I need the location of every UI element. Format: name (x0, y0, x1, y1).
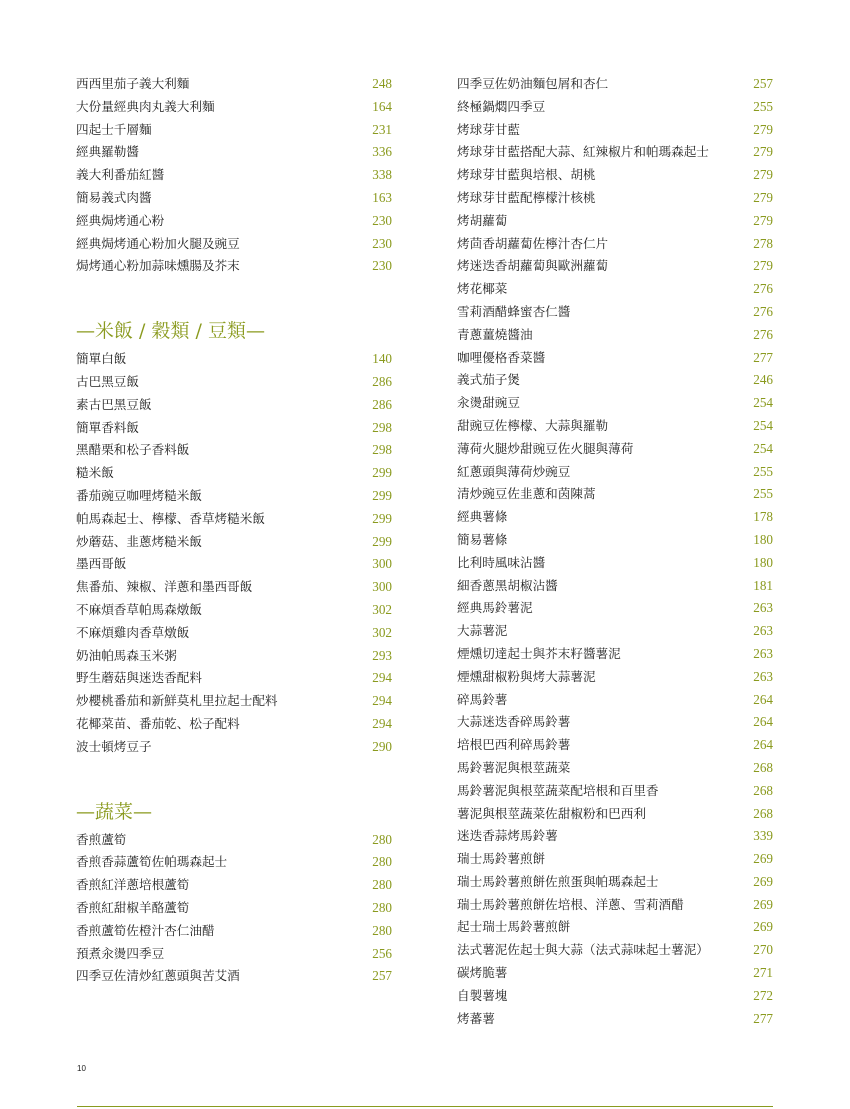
entry-page-number: 276 (753, 281, 773, 297)
entry-title: 香煎蘆筍佐橙汁杏仁油醋 (76, 922, 215, 938)
index-entry (76, 829, 392, 852)
entry-title: 比利時風味沾醬 (457, 554, 546, 570)
index-entry (457, 392, 773, 415)
entry-title: 烤蕃薯 (457, 1010, 495, 1026)
index-entry (76, 485, 392, 508)
entry-title: 焦番茄、辣椒、洋蔥和墨西哥飯 (76, 579, 253, 595)
entry-title: 烤球芽甘藍與培根、胡桃 (457, 167, 596, 183)
index-entry (457, 438, 773, 461)
index-entry (76, 645, 392, 668)
index-entry (457, 141, 773, 164)
index-entry (457, 187, 773, 210)
entry-title: 素古巴黑豆飯 (76, 396, 152, 412)
index-entry (76, 622, 392, 645)
entry-page-number: 163 (372, 189, 392, 205)
index-entry (457, 734, 773, 757)
entry-title: 煙燻切達起士與芥末籽醬薯泥 (457, 645, 621, 661)
index-entry (457, 780, 773, 803)
entry-title: 香煎紅洋蔥培根蘆筍 (76, 877, 190, 893)
entry-title: 不麻煩雞肉香草燉飯 (76, 624, 190, 640)
entry-title: 碳烤脆薯 (457, 965, 508, 981)
entry-page-number: 254 (753, 417, 773, 433)
entry-title: 奶油帕馬森玉米粥 (76, 647, 177, 663)
index-entry (76, 96, 392, 119)
index-entry (457, 916, 773, 939)
entry-page-number: 302 (372, 601, 392, 617)
entry-page-number: 339 (753, 828, 773, 844)
index-entry (457, 552, 773, 575)
index-entry (457, 529, 773, 552)
entry-page-number: 280 (372, 899, 392, 915)
entry-page-number: 299 (372, 533, 392, 549)
entry-page-number: 255 (753, 463, 773, 479)
rice-list (76, 348, 392, 758)
entry-title: 炒櫻桃番茄和新鮮莫札里拉起士配料 (76, 693, 278, 709)
index-entry (457, 757, 773, 780)
index-entry (76, 255, 392, 278)
entry-page-number: 272 (753, 987, 773, 1003)
entry-page-number: 255 (753, 98, 773, 114)
entry-page-number: 280 (372, 877, 392, 893)
entry-page-number: 278 (753, 235, 773, 251)
entry-title: 經典焗烤通心粉 (76, 212, 165, 228)
entry-page-number: 276 (753, 326, 773, 342)
entry-title: 自製薯塊 (457, 987, 508, 1003)
entry-title: 炒蘑菇、韭蔥烤糙米飯 (76, 533, 202, 549)
index-entry (457, 825, 773, 848)
entry-page-number: 246 (753, 372, 773, 388)
index-entry (457, 483, 773, 506)
entry-title: 烤迷迭香胡蘿蔔與歐洲蘿蔔 (457, 258, 609, 274)
entry-page-number: 279 (753, 121, 773, 137)
entry-title: 波士頓烤豆子 (76, 738, 152, 754)
entry-title: 咖哩優格香菜醬 (457, 349, 546, 365)
entry-page-number: 299 (372, 510, 392, 526)
entry-page-number: 336 (372, 144, 392, 160)
index-entry (457, 506, 773, 529)
entry-title: 番茄豌豆咖哩烤糙米飯 (76, 487, 202, 503)
entry-page-number: 280 (372, 922, 392, 938)
entry-page-number: 264 (753, 691, 773, 707)
entry-page-number: 257 (753, 76, 773, 91)
entry-title: 培根巴西利碎馬鈴薯 (457, 737, 571, 753)
entry-page-number: 277 (753, 1010, 773, 1026)
index-entry (457, 301, 773, 324)
pasta-list (76, 73, 392, 278)
entry-title: 烤球芽甘藍搭配大蒜、紅辣椒片和帕瑪森起士 (457, 144, 709, 160)
index-entry (76, 462, 392, 485)
index-entry (457, 666, 773, 689)
entry-title: 經典羅勒醬 (76, 144, 139, 160)
entry-page-number: 178 (753, 509, 773, 525)
index-entry (76, 417, 392, 440)
entry-title: 煙燻甜椒粉與烤大蒜薯泥 (457, 668, 596, 684)
right-column (457, 73, 773, 1030)
index-entry (76, 439, 392, 462)
entry-title: 雪莉酒醋蜂蜜杏仁醬 (457, 303, 571, 319)
entry-title: 大份量經典肉丸義大利麵 (76, 98, 215, 114)
index-entry (76, 851, 392, 874)
index-entry (76, 599, 392, 622)
entry-title: 法式薯泥佐起士與大蒜（法式蒜味起士薯泥） (457, 942, 709, 958)
entry-title: 帕馬森起士、檸檬、香草烤糙米飯 (76, 510, 265, 526)
entry-title: 細香蔥黑胡椒沾醬 (457, 577, 558, 593)
index-entry (76, 713, 392, 736)
index-entry (457, 985, 773, 1008)
entry-title: 薯泥與根莖蔬菜佐甜椒粉和巴西利 (457, 805, 646, 821)
entry-page-number: 279 (753, 167, 773, 183)
entry-title: 古巴黑豆飯 (76, 373, 139, 389)
entry-title: 瑞士馬鈴薯煎餅 (457, 851, 546, 867)
entry-title: 四季豆佐奶油麵包屑和杏仁 (457, 76, 609, 91)
entry-page-number: 286 (372, 373, 392, 389)
entry-title: 糙米飯 (76, 465, 114, 481)
entry-page-number: 276 (753, 303, 773, 319)
entry-title: 簡易薯條 (457, 531, 508, 547)
footer-rule (77, 1106, 773, 1107)
entry-page-number: 298 (372, 419, 392, 435)
entry-page-number: 279 (753, 258, 773, 274)
entry-page-number: 277 (753, 349, 773, 365)
index-entry (457, 415, 773, 438)
entry-title: 香煎香蒜蘆筍佐帕瑪森起士 (76, 854, 228, 870)
entry-page-number: 299 (372, 465, 392, 481)
entry-page-number: 181 (753, 577, 773, 593)
entry-title: 甜豌豆佐檸檬、大蒜與羅勒 (457, 417, 609, 433)
entry-page-number: 293 (372, 647, 392, 663)
index-entry (457, 871, 773, 894)
index-entry (457, 164, 773, 187)
index-entry (457, 233, 773, 256)
index-entry (457, 324, 773, 347)
index-entry (457, 210, 773, 233)
index-entry (76, 233, 392, 256)
index-entry (457, 894, 773, 917)
entry-title: 黑醋栗和松子香料飯 (76, 442, 190, 458)
entry-page-number: 230 (372, 235, 392, 251)
index-entry (76, 920, 392, 943)
entry-page-number: 279 (753, 144, 773, 160)
entry-title: 不麻煩香草帕馬森燉飯 (76, 601, 202, 617)
entry-title: 義大利番茄紅醬 (76, 167, 165, 183)
entry-page-number: 294 (372, 670, 392, 686)
entry-title: 四季豆佐清炒紅蔥頭與苦艾酒 (76, 968, 240, 984)
entry-title: 西西里茄子義大利麵 (76, 76, 190, 91)
entry-page-number: 248 (372, 76, 392, 91)
entry-page-number: 279 (753, 212, 773, 228)
index-entry (76, 965, 392, 988)
index-entry (457, 73, 773, 96)
entry-title: 汆燙甜豌豆 (457, 395, 520, 411)
right-list (457, 73, 773, 1030)
index-entry (76, 531, 392, 554)
entry-title: 紅蔥頭與薄荷炒豌豆 (457, 463, 571, 479)
entry-page-number: 268 (753, 805, 773, 821)
entry-page-number: 268 (753, 782, 773, 798)
index-entry (457, 575, 773, 598)
entry-title: 焗烤通心粉加蒜味燻腸及芥末 (76, 258, 240, 274)
entry-page-number: 300 (372, 579, 392, 595)
entry-title: 香煎蘆筍 (76, 831, 127, 847)
entry-page-number: 269 (753, 896, 773, 912)
entry-title: 烤球芽甘藍配檸檬汁核桃 (457, 189, 596, 205)
entry-page-number: 338 (372, 167, 392, 183)
entry-title: 瑞士馬鈴薯煎餅佐煎蛋與帕瑪森起士 (457, 873, 659, 889)
entry-title: 終極鍋燜四季豆 (457, 98, 546, 114)
entry-page-number: 286 (372, 396, 392, 412)
index-entry (457, 620, 773, 643)
entry-page-number: 256 (372, 945, 392, 961)
entry-title: 經典馬鈴薯泥 (457, 600, 533, 616)
entry-page-number: 302 (372, 624, 392, 640)
index-entry (76, 394, 392, 417)
entry-page-number: 257 (372, 968, 392, 984)
entry-title: 四起士千層麵 (76, 121, 152, 137)
entry-page-number: 164 (372, 98, 392, 114)
entry-title: 花椰菜苗、番茄乾、松子配料 (76, 715, 240, 731)
entry-page-number: 299 (372, 487, 392, 503)
entry-page-number: 294 (372, 693, 392, 709)
entry-title: 烤花椰菜 (457, 281, 508, 297)
entry-title: 青蔥薑燒醬油 (457, 326, 533, 342)
index-entry (457, 711, 773, 734)
entry-page-number: 269 (753, 873, 773, 889)
entry-title: 墨西哥飯 (76, 556, 127, 572)
index-entry (76, 348, 392, 371)
entry-title: 經典焗烤通心粉加火腿及豌豆 (76, 235, 240, 251)
index-entry (457, 369, 773, 392)
entry-title: 預煮汆燙四季豆 (76, 945, 165, 961)
entry-title: 大蒜薯泥 (457, 623, 508, 639)
index-entry (76, 943, 392, 966)
index-entry (76, 371, 392, 394)
entry-title: 碎馬鈴薯 (457, 691, 508, 707)
index-entry (457, 119, 773, 142)
entry-page-number: 290 (372, 738, 392, 754)
index-entry (76, 897, 392, 920)
index-entry (76, 508, 392, 531)
entry-title: 迷迭香蒜烤馬鈴薯 (457, 828, 558, 844)
entry-title: 義式茄子煲 (457, 372, 520, 388)
left-column (76, 73, 392, 988)
index-entry (457, 347, 773, 370)
entry-page-number: 230 (372, 258, 392, 274)
entry-title: 烤茴香胡蘿蔔佐檸汁杏仁片 (457, 235, 609, 251)
entry-page-number: 180 (753, 554, 773, 570)
vegetable-list (76, 829, 392, 989)
entry-page-number: 263 (753, 645, 773, 661)
entry-page-number: 269 (753, 851, 773, 867)
index-entry (457, 643, 773, 666)
entry-page-number: 140 (372, 351, 392, 367)
entry-title: 大蒜迷迭香碎馬鈴薯 (457, 714, 571, 730)
index-entry (457, 255, 773, 278)
entry-title: 野生蘑菇與迷迭香配料 (76, 670, 202, 686)
entry-page-number: 279 (753, 189, 773, 205)
section-heading-vegetables: —蔬菜— (76, 800, 153, 823)
entry-title: 清炒豌豆佐韭蔥和茵陳蒿 (457, 486, 596, 502)
index-entry (76, 119, 392, 142)
entry-page-number: 263 (753, 600, 773, 616)
index-entry (457, 1008, 773, 1031)
index-entry (457, 848, 773, 871)
index-entry (76, 141, 392, 164)
index-entry (457, 461, 773, 484)
index-entry (457, 939, 773, 962)
entry-page-number: 269 (753, 919, 773, 935)
entry-page-number: 298 (372, 442, 392, 458)
entry-page-number: 254 (753, 440, 773, 456)
entry-title: 香煎紅甜椒羊酪蘆筍 (76, 899, 190, 915)
index-entry (76, 73, 392, 96)
index-entry (76, 187, 392, 210)
index-entry (457, 962, 773, 985)
entry-title: 起士瑞士馬鈴薯煎餅 (457, 919, 571, 935)
entry-page-number: 294 (372, 715, 392, 731)
entry-page-number: 271 (753, 965, 773, 981)
index-entry (76, 690, 392, 713)
entry-page-number: 280 (372, 831, 392, 847)
entry-page-number: 263 (753, 623, 773, 639)
entry-page-number: 270 (753, 942, 773, 958)
entry-page-number: 264 (753, 714, 773, 730)
index-entry (76, 576, 392, 599)
entry-page-number: 280 (372, 854, 392, 870)
index-entry (457, 597, 773, 620)
entry-title: 馬鈴薯泥與根莖蔬菜配培根和百里香 (457, 782, 659, 798)
index-entry (76, 736, 392, 759)
entry-page-number: 255 (753, 486, 773, 502)
entry-page-number: 231 (372, 121, 392, 137)
entry-title: 簡易義式肉醬 (76, 189, 152, 205)
index-entry (76, 553, 392, 576)
entry-title: 瑞士馬鈴薯煎餅佐培根、洋蔥、雪莉酒醋 (457, 896, 684, 912)
entry-title: 簡單香料飯 (76, 419, 139, 435)
index-entry (76, 667, 392, 690)
entry-page-number: 268 (753, 759, 773, 775)
index-entry (457, 278, 773, 301)
entry-page-number: 230 (372, 212, 392, 228)
entry-page-number: 263 (753, 668, 773, 684)
index-entry (76, 164, 392, 187)
entry-page-number: 254 (753, 395, 773, 411)
entry-title: 烤球芽甘藍 (457, 121, 520, 137)
entry-title: 經典薯條 (457, 509, 508, 525)
entry-page-number: 300 (372, 556, 392, 572)
entry-title: 馬鈴薯泥與根莖蔬菜 (457, 759, 571, 775)
section-heading-rice: —米飯 / 穀類 / 豆類— (76, 320, 265, 343)
entry-title: 烤胡蘿蔔 (457, 212, 508, 228)
index-entry (457, 689, 773, 712)
index-entry (457, 96, 773, 119)
entry-title: 簡單白飯 (76, 351, 127, 367)
entry-title: 薄荷火腿炒甜豌豆佐火腿與薄荷 (457, 440, 634, 456)
page-number: 10 (77, 1064, 86, 1073)
index-entry (76, 210, 392, 233)
index-entry (76, 874, 392, 897)
entry-page-number: 264 (753, 737, 773, 753)
entry-page-number: 180 (753, 531, 773, 547)
index-entry (457, 803, 773, 826)
